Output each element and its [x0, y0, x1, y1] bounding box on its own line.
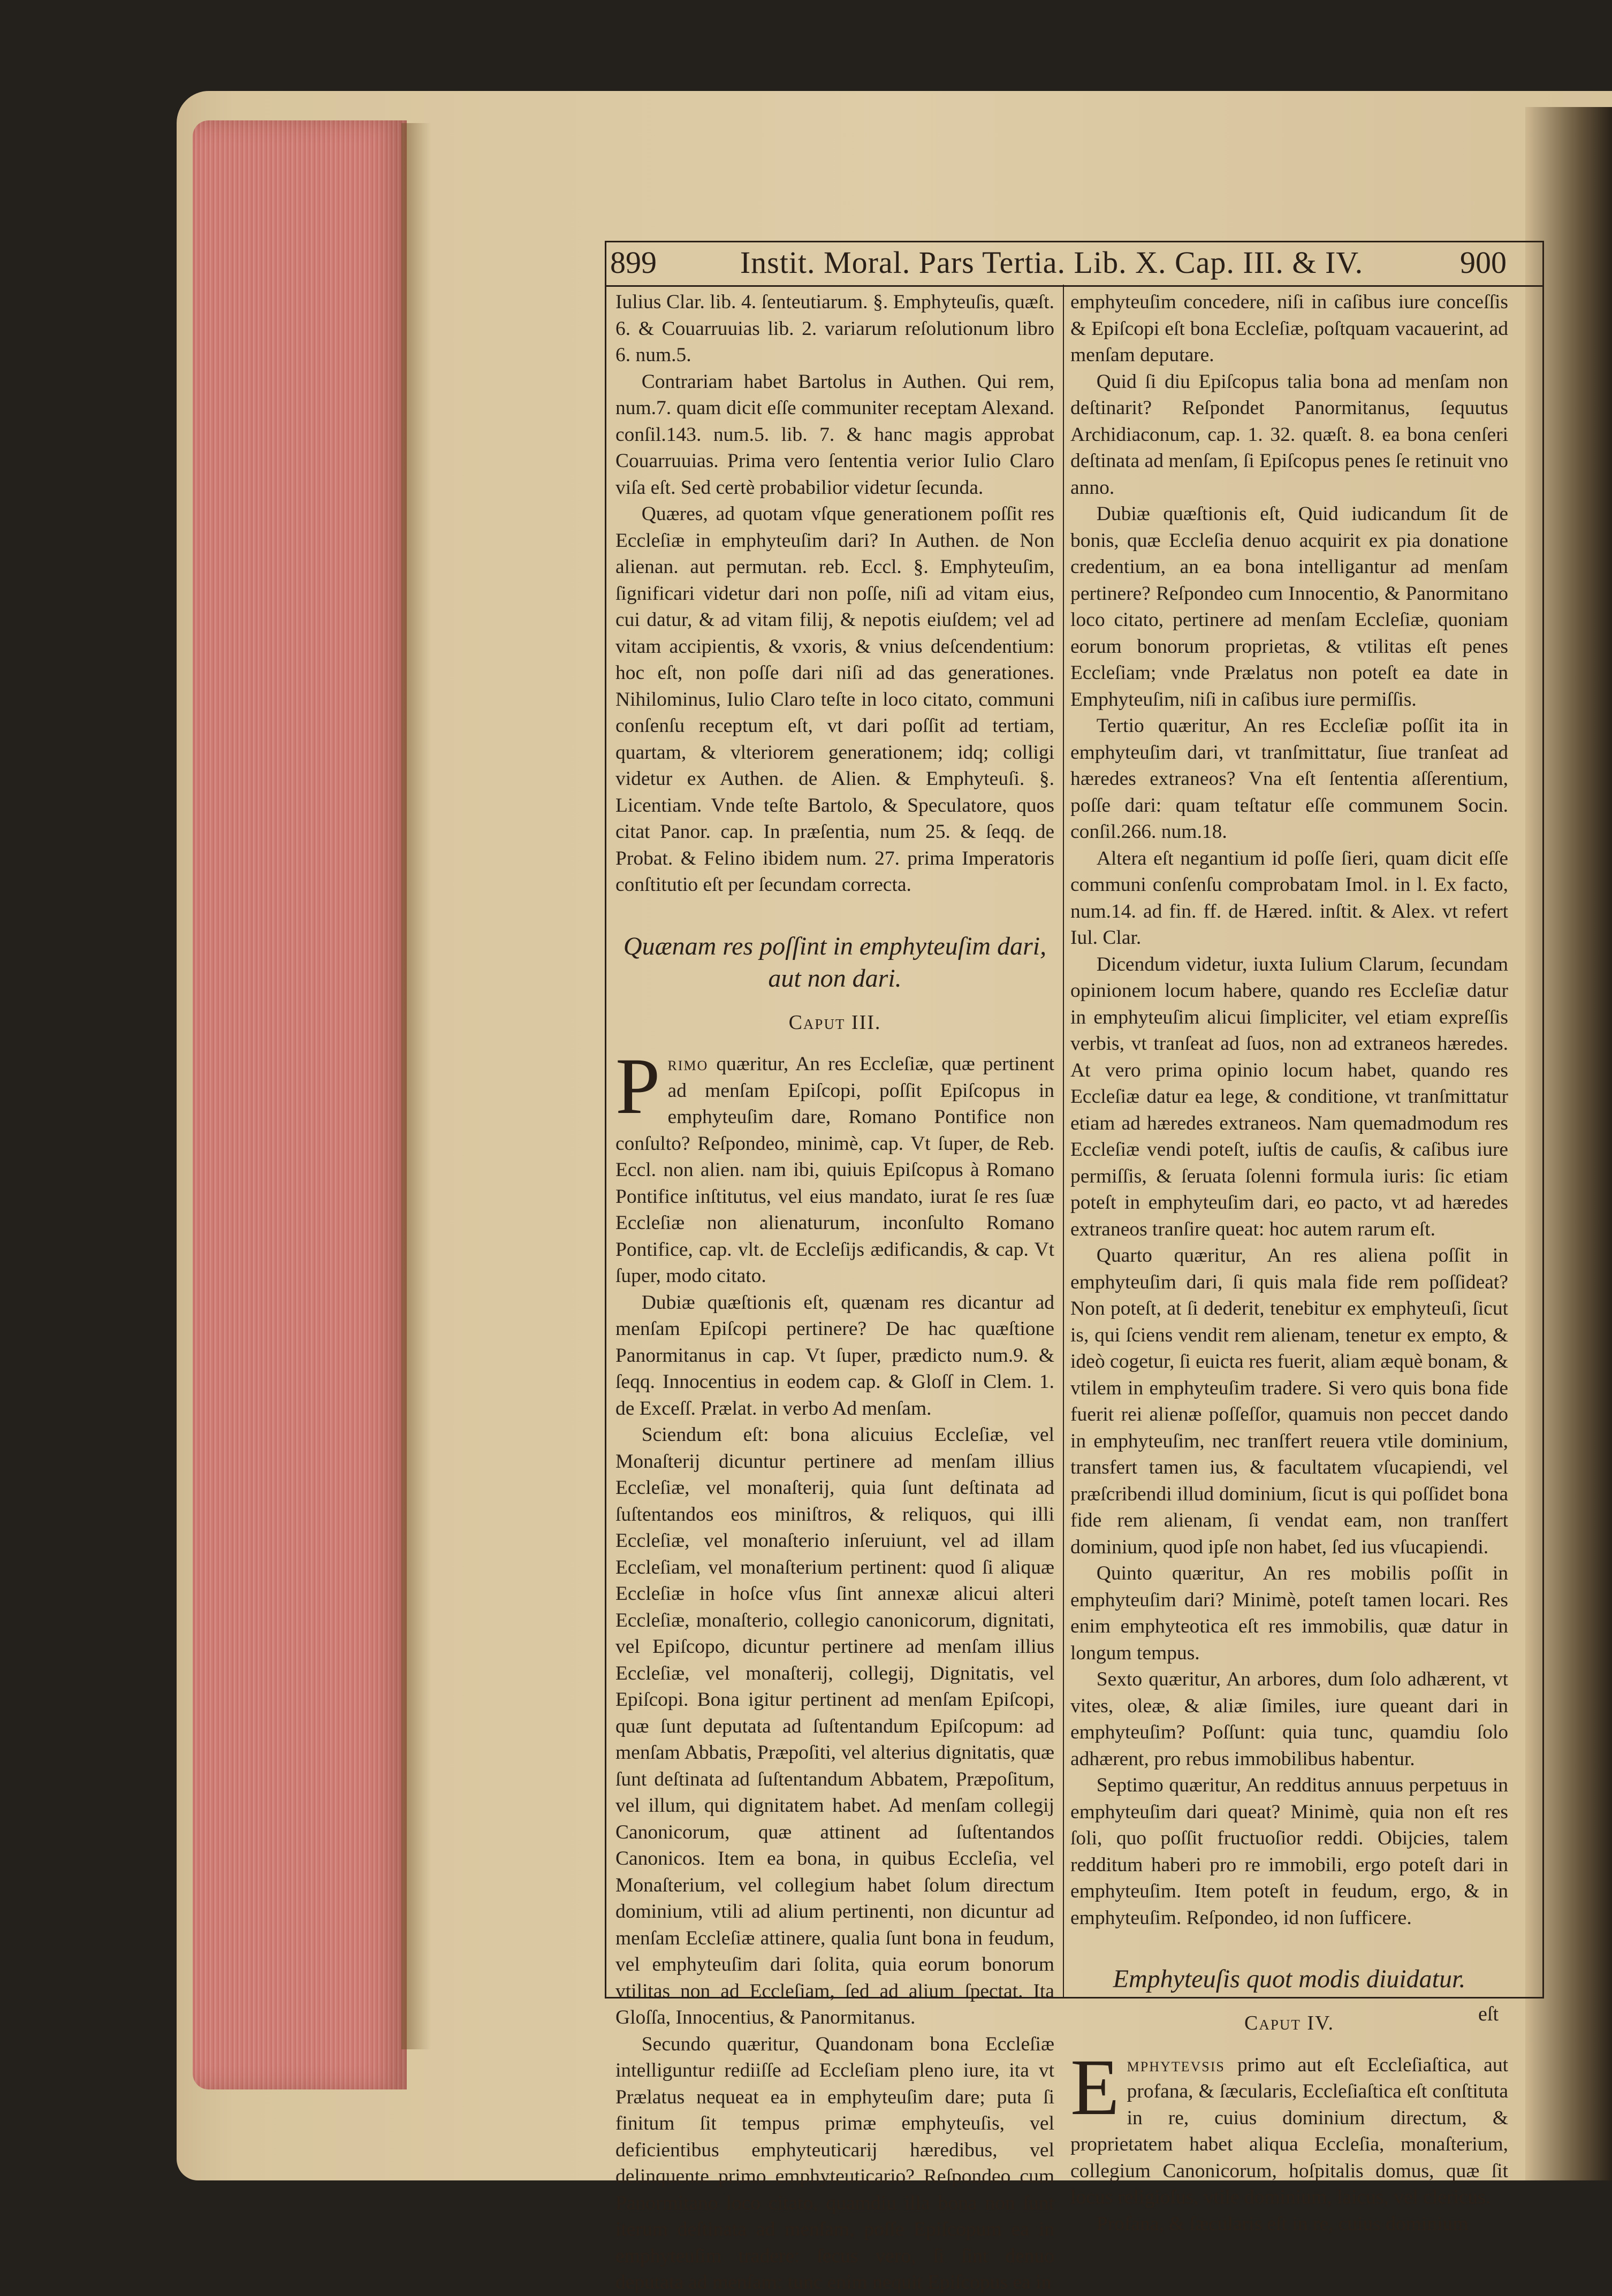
first-paragraph-text: primo aut eſt Eccleſiaſtica, aut profana, & ſæcularis, Eccleſiaſtica eſt conſtituta in re, cuius dominium directum, & proprietatem habet aliqua Eccleſia, monaſterium, collegium Canonicorum, hoſpitalis domus, quæ ſit locus religioſus, vtile dominium, laicus, vel clericus. — [1070, 2054, 1508, 2208]
paragraph: Septimo quæritur, An redditus annuus perpetuus in emphyteuſim dari queat? Minimè, quia non eſt res ſoli, quo poſſit fructuoſior reddi. Obijcies, talem redditum haberi pro re immobili, ergo poteſt dari in emphyteuſim. Item poteſt in feudum, ergo, & in emphyteuſim. Reſpondeo, id non ſufficere. — [1070, 1774, 1508, 1929]
page-number-left: 899 — [610, 245, 657, 280]
paragraph: Quæres, ad quotam vſque generationem poſſit res Eccleſiæ in emphyteuſim dari? In Authen. de Non alienan. aut permutan. reb. Eccl. §. Emphyteuſim, ſignificari videtur dari non poſſe, niſi ad vitam eius, cui datur, & ad vitam filij, & nepotis eiuſdem; vel ad vitam accipientis, & vxoris, & vnius deſcendentium: hoc eſt, non poſſe dari niſi ad das generationes. Nihilominus, Iulio Claro teſte in loco citato, communi conſenſu receptum eſt, vt dari poſſit ad tertiam, quartam, & vlteriorem generationem; idq; colligi videtur ex Authen. de Alien. & Emphyteuſi. §. Licentiam. Vnde teſte Bartolo, & Speculatore, quos citat Panor. cap. In præſentia, num 25. & ſeqq. de Probat. & Felino ibidem num. 27. prima Imperatoris conſtitutio eſt per ſecundam correcta. — [615, 503, 1054, 896]
first-word: mphytevsis — [1127, 2054, 1225, 2076]
chapter-heading: Emphyteuſis quot modis diuidatur. — [1113, 1965, 1466, 1993]
left-column — [615, 289, 1054, 2296]
chapter-label: Caput III. — [788, 1011, 881, 1034]
edge-shadow — [401, 123, 431, 2049]
paragraph: Quinto quæritur, An res mobilis poſſit in emphyteuſim dari? Minimè, poteſt tamen locari. Res enim emphyteotica eſt res immobilis, quæ datur in longum tempus. — [1070, 1562, 1508, 1664]
paragraph: Contrariam habet Bartolus in Authen. Qui rem, num.7. quam dicit eſſe communiter receptam Alexand. conſil.143. num.5. lib. 7. & hanc magis approbat Couarruuias. Prima vero ſententia verior Iulio Claro viſa eſt. Sed certè probabilior videtur ſecunda. — [615, 370, 1054, 499]
chapter-label: Caput IV. — [1244, 2012, 1335, 2034]
paragraph: Altera eſt negantium id poſſe ſieri, quam dicit eſſe communi conſenſu comprobatam Imol. in l. Ex facto, num.14. ad fin. ff. de Hæred. inſtit. & Alex. vt refert Iul. Clar. — [1070, 847, 1508, 949]
catchword: eſt — [1478, 2003, 1499, 2025]
column-divider — [1063, 285, 1064, 1997]
running-title: Instit. Moral. Pars Tertia. Lib. X. Cap. III. & IV. — [740, 245, 1364, 280]
book-fore-edge — [193, 120, 407, 2089]
paragraph: Iulius Clar. lib. 4. ſenteutiarum. §. Emphyteuſis, quæſt. 6. & Couarruuias lib. 2. variarum reſolutionum libro 6. num.5. — [615, 291, 1054, 366]
paragraph: Profana, & ſæcularis eſt in re, cuius dominium — [1096, 2213, 1469, 2235]
page-number-right: 900 — [1460, 245, 1507, 280]
first-paragraph — [615, 1042, 1054, 1290]
first-paragraph-text: quæritur, An res Eccleſiæ, quæ pertinent ad menſam Epiſcopi, poſſit Epiſcopus in emphyteuſim dare, Romano Pontifice non conſulto? Reſpondeo, minimè, cap. Vt ſuper, de Reb. Eccl. non alien. nam ibi, quiuis Epiſcopus à Romano Pontifice inſtitutus, vel eius mandato, iurat ſe res ſuæ Eccleſiæ non alienaturum, inconſulto Romano Pontifice, cap. vlt. de Eccleſijs ædificandis, & cap. Vt ſuper, modo citato. — [615, 1053, 1054, 1287]
header-rule — [606, 285, 1542, 287]
paragraph: Tertio quæritur, An res Eccleſiæ poſſit ita in emphyteuſim dari, vt tranſmittatur, ſiue tranſeat ad hæredes extraneos? Vna eſt ſententia aſſerentium, poſſe dari: quam teſtatur eſſe communem Socin. conſil.266. num.18. — [1070, 715, 1508, 843]
paragraph: Sexto quæritur, An arbores, dum ſolo adhærent, vt vites, oleæ, & aliæ ſimiles, iure queant dari in emphyteuſim? Poſſunt: quia tunc, quamdiu ſolo adhærent, pro rebus immobilibus habentur. — [1070, 1668, 1508, 1770]
paragraph: Sciendum eſt: bona alicuius Eccleſiæ, vel Monaſterij dicuntur pertinere ad menſam illius Eccleſiæ, vel monaſterij, quia ſunt deſtinata ad ſuſtentandos eos miniſtros, & reliquos, qui illi Eccleſiæ, vel monaſterio inſeruiunt, vel ad illam Eccleſiam, vel monaſterium pertinent: quod ſi aliquæ Eccleſiæ in hoſce vſus ſint annexæ alicui alteri Eccleſiæ, monaſterio, collegio canonicorum, dignitati, vel Epiſcopo, dicuntur pertinere ad menſam illius Eccleſiæ, vel monaſterij, collegij, Dignitatis, vel Epiſcopi. Bona igitur pertinent ad menſam Epiſcopi, quæ ſunt deputata ad ſuſtentandum Epiſcopum: ad menſam Abbatis, Præpoſiti, vel alterius dignitatis, quæ ſunt deſtinata ad ſuſtentandum Abbatem, Præpoſitum, vel illum, qui dignitatem habet. Ad menſam collegij Canonicorum, quæ attinent ad ſuſtentandos Canonicos. Item ea bona, in quibus Eccleſia, vel Monaſterium, vel collegium habet ſolum directum dominium, vtili ad alium pertinenti, non dicuntur ad menſam Eccleſiæ attinere, qualia ſunt bona in feudum, vel emphyteuſim dari ſolita, quia eorum bonorum vtilitas non ad Eccleſiam, ſed ad alium ſpectat. Ita Gloſſa, Innocentius, & Panormitanus. — [615, 1424, 1054, 2028]
first-word: rimo — [667, 1053, 709, 1075]
paragraph: Dubiæ quæſtionis eſt, Quid iudicandum ſit de bonis, quæ Eccleſia denuo acquirit ex pia donatione credentium, an ea bona intelligantur ad menſam pertinere? Reſpondeo cum Innocentio, & Panormitano loco citato, pertinere ad menſam Eccleſiæ, quoniam eorum bonorum proprietas, & vtilitas eſt penes Eccleſiam; vnde Prælatus non poteſt ea date in Emphyteuſim, niſi in caſibus iure permiſſis. — [1070, 503, 1508, 711]
book-page — [573, 241, 1531, 2293]
chapter-heading: Quænam res poſſint in emphyteuſim dari, aut non dari. — [623, 932, 1047, 993]
drop-cap: E — [1070, 2042, 1120, 2132]
first-paragraph — [1070, 2042, 1508, 2211]
drop-cap: P — [615, 1042, 660, 1131]
right-column — [1070, 289, 1508, 2237]
paragraph: Quid ſi diu Epiſcopus talia bona ad menſam non deſtinarit? Reſpondet Panormitanus, ſequutus Archidiaconum, cap. 1. 32. quæſt. 8. ea bona cenſeri deſtinata ad menſam, ſi Epiſcopus penes ſe retinuit vno anno. — [1070, 370, 1508, 499]
paragraph: Secundo quæritur, Quandonam bona Eccleſiæ intelliguntur rediiſſe ad Eccleſiam pleno iure, ita vt Prælatus nequeat ea in emphyteuſim dare; puta ſi finitum ſit tempus primæ emphyteuſis, vel deficientibus emphyteuticarij hæredibus, vel delinquente primo emphyteuticario? Reſpondeo cum Panormitano loco citato, quamdiu illa bona non ſunt iterum deſtinata ad menſam, poſſe Epiſcopum ea in emphyteuſim tradere: ſecus vero, ſi ſint denuo deputata ad menſam: tunc enim nequit Epiſcopus ea in — [615, 2033, 1054, 2293]
paragraph: Quarto quæritur, An res aliena poſſit in emphyteuſim dari, ſi quis mala fide rem poſſideat? Non poteſt, at ſi dederit, tenebitur ex emphyteuſi, ſicut is, qui ſciens vendit rem alienam, tenetur ex empto, & ideò cogetur, ſi euicta res fuerit, aliam æquè bonam, & vtilem in emphyteuſim tradere. Si vero quis bona fide fuerit rei alienæ poſſeſſor, quamuis non peccet dando in emphyteuſim, nec tranſfert reuera vtile dominium, transfert tamen ius, & facultatem vſucapiendi, vel præſcribendi illud dominium, ſicut is qui poſſidet bona fide rem alienam, ſi vendat eam, non tranſfert dominium, quod ipſe non habet, ſed ius vſucapiendi. — [1070, 1245, 1508, 1558]
paragraph: Dubiæ quæſtionis eſt, quænam res dicantur ad menſam Epiſcopi pertinere? De hac quæſtione Panormitanus in cap. Vt ſuper, prædicto num.9. & ſeqq. Innocentius in eodem cap. & Gloſſ in Clem. 1. de Exceſſ. Prælat. in verbo Ad menſam. — [615, 1291, 1054, 1420]
paragraph: Dicendum videtur, iuxta Iulium Clarum, ſecundam opinionem locum habere, quando res Eccleſiæ datur in emphyteuſim alicui ſimpliciter, vel etiam expreſſis verbis, vt tranſeat ad ſuos, non ad extraneos hæredes. At vero prima opinio locum habet, quando res Eccleſiæ datur ea lege, & conditione, vt tranſmittatur etiam ad hæredes extraneos. Nam quemadmodum res Eccleſiæ vendi poteſt, iuſtis de cauſis, & caſibus iure permiſſis, & ſeruata ſolenni formula iuris: ſic etiam poteſt in emphyteuſim dari, eo pacto, vt ad hæredes extraneos tranſire queat: hoc autem rarum eſt. — [1070, 953, 1508, 1240]
paragraph: emphyteuſim concedere, niſi in caſibus iure conceſſis & Epiſcopi eſt bona Eccleſiæ, poſtquam vacauerint, ad menſam deputare. — [1070, 291, 1508, 366]
